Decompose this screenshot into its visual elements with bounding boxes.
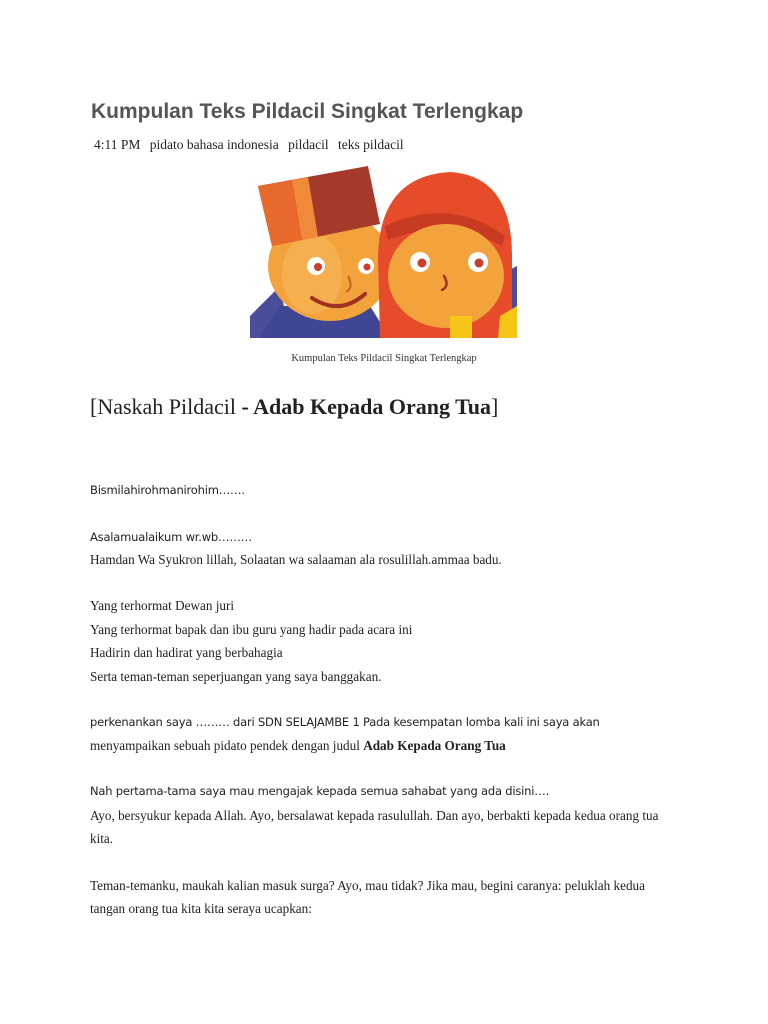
article-illustration [250, 166, 517, 338]
image-caption: Kumpulan Teks Pildacil Singkat Terlengkap [291, 353, 477, 364]
body-line: Yang terhormat bapak dan ibu guru yang hadir pada acara ini [90, 622, 413, 637]
girl-face [388, 224, 504, 328]
yellow-accent [450, 316, 472, 338]
post-meta [94, 137, 410, 153]
heading-bold: - Adab Kepada Orang Tua [241, 394, 491, 419]
tag-link[interactable]: teks pildacil [337, 137, 404, 152]
body-text: perkenankan saya [90, 715, 196, 729]
body-text: Nah pertama-tama saya mau mengajak kepada semua sahabat yang ada disini [90, 784, 535, 798]
body-line: Yang terhormat Dewan juri [90, 598, 235, 613]
body-line: Hamdan Wa Syukron lillah, Solaatan wa salaaman ala rosulillah.ammaa badu. [90, 552, 502, 567]
article-title: Kumpulan Teks Pildacil Singkat Terlengkap [91, 100, 524, 123]
body-line: Bismilahirohmanirohim……. [90, 483, 245, 497]
section-heading [90, 394, 498, 420]
body-line: Serta teman-teman seperjuangan yang saya banggakan. [90, 669, 382, 684]
heading-open: [Naskah Pildacil [90, 394, 242, 419]
body-line: Hadirin dan hadirat yang berbahagia [90, 645, 283, 660]
body-line [90, 715, 600, 729]
body-line [90, 784, 549, 798]
body-line: Teman-temanku, maukah kalian masuk surga? Ayo, mau tidak? Jika mau, begini caranya: peluklah kedua [90, 878, 645, 893]
body-line: kita. [90, 831, 114, 846]
body-bold-title: Adab Kepada Orang Tua [363, 738, 506, 753]
body-line: tangan orang tua kita kita seraya ucapkan: [90, 901, 312, 916]
body-line [90, 738, 506, 754]
body-text: …. [534, 784, 550, 798]
tag-link[interactable]: pidato bahasa indonesia [149, 137, 279, 152]
body-line: Ayo, bersyukur kepada Allah. Ayo, bersalawat kepada rasulullah. Dan ayo, berbakti kepada kedua orang tua [90, 808, 659, 823]
body-line: Asalamualaikum wr.wb……… [90, 530, 252, 544]
body-text: menyampaikan sebuah pidato pendek dengan judul [90, 738, 364, 753]
body-text: ……… [195, 715, 234, 729]
heading-close: ] [490, 394, 499, 419]
post-time: 4:11 PM [94, 137, 141, 152]
tag-link[interactable]: pildacil [288, 137, 329, 152]
body-text: dari SDN SELAJAMBE 1 Pada kesempatan lomba kali ini saya akan [233, 715, 600, 729]
